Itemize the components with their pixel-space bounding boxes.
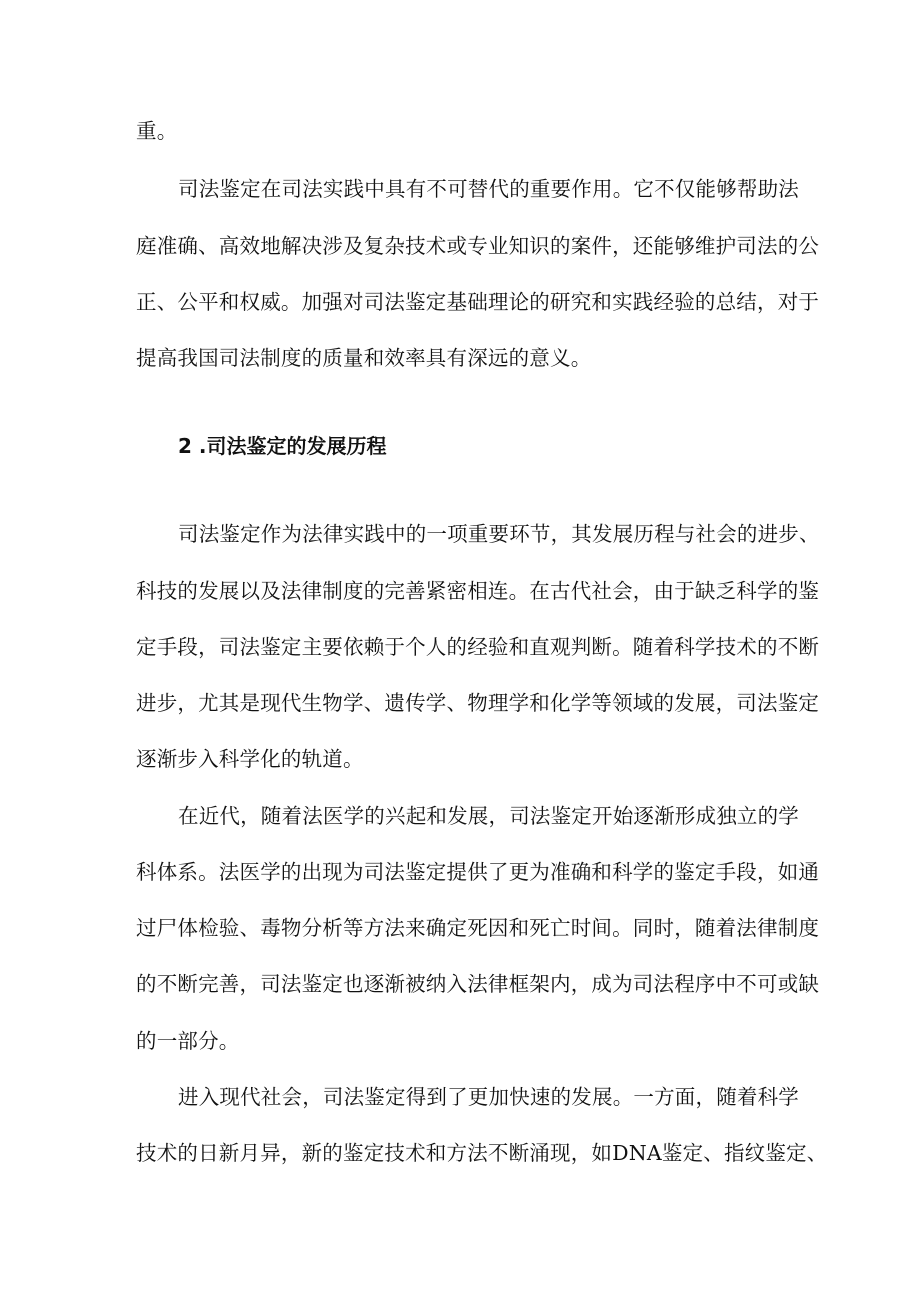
paragraph-line: 过尸体检验、毒物分析等方法来确定死因和死亡时间。同时，随着法律制度	[136, 916, 820, 940]
paragraph-line: 定手段，司法鉴定主要依赖于个人的经验和直观判断。随着科学技术的不断	[136, 635, 820, 659]
section-heading: 2 .司法鉴定的发展历程	[178, 434, 387, 458]
paragraph-line: 进入现代社会，司法鉴定得到了更加快速的发展。一方面，随着科学	[178, 1085, 799, 1109]
paragraph-line: 重。	[136, 119, 178, 143]
paragraph-line: 的不断完善，司法鉴定也逐渐被纳入法律框架内，成为司法程序中不可或缺	[136, 972, 820, 996]
paragraph-line: 技术的日新月异，新的鉴定技术和方法不断涌现，如DNA鉴定、指纹鉴定、	[136, 1141, 828, 1165]
paragraph-line: 的一部分。	[136, 1029, 240, 1053]
paragraph-line: 司法鉴定作为法律实践中的一项重要环节，其发展历程与社会的进步、	[178, 522, 820, 546]
paragraph-line: 提高我国司法制度的质量和效率具有深远的意义。	[136, 346, 592, 370]
paragraph-line: 庭准确、高效地解决涉及复杂技术或专业知识的案件，还能够维护司法的公	[136, 234, 820, 258]
paragraph-line: 逐渐步入科学化的轨道。	[136, 747, 364, 771]
paragraph-line: 进步，尤其是现代生物学、遗传学、物理学和化学等领域的发展，司法鉴定	[136, 691, 820, 715]
paragraph-line: 科体系。法医学的出现为司法鉴定提供了更为准确和科学的鉴定手段，如通	[136, 860, 820, 884]
paragraph-line: 科技的发展以及法律制度的完善紧密相连。在古代社会，由于缺乏科学的鉴	[136, 579, 820, 603]
paragraph-line: 正、公平和权威。加强对司法鉴定基础理论的研究和实践经验的总结，对于	[136, 290, 820, 314]
paragraph-line: 在近代，随着法医学的兴起和发展，司法鉴定开始逐渐形成独立的学	[178, 804, 799, 828]
paragraph-line: 司法鉴定在司法实践中具有不可替代的重要作用。它不仅能够帮助法	[178, 177, 799, 201]
